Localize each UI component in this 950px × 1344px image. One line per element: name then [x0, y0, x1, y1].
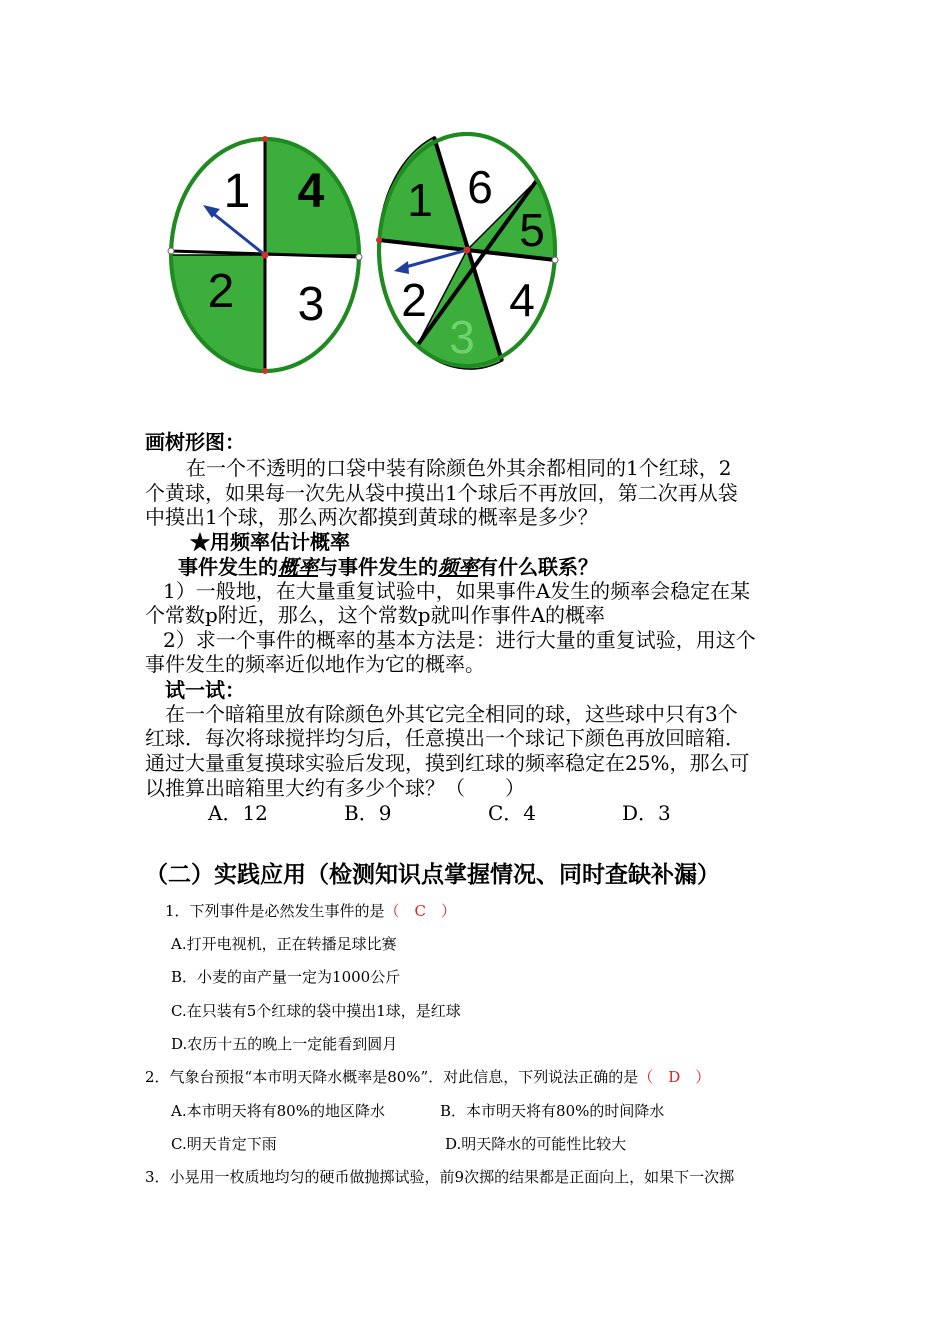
- freq-point2-line2: 事件发生的频率近似地作为它的概率。: [145, 652, 485, 676]
- sector-label-2: 2: [401, 274, 427, 326]
- freq-question-c: 与事件发生的: [318, 555, 438, 579]
- q2-option-a: A.本市明天将有80%的地区降水: [171, 1102, 385, 1120]
- sector-label-6: 6: [467, 161, 493, 213]
- tree-line-2: 个黄球，如果每一次先从袋中摸出1个球后不再放回，第二次再从袋: [145, 481, 738, 505]
- q2-option-b: B．本市明天将有80%的时间降水: [440, 1102, 665, 1120]
- try-option-b: B．9: [344, 801, 392, 825]
- q2-option-d: D.明天降水的可能性比较大: [445, 1135, 627, 1153]
- try-option-d: D．3: [622, 801, 671, 825]
- try-line-1: 在一个暗箱里放有除颜色外其它完全相同的球，这些球中只有3个: [165, 702, 738, 726]
- q2-stem: [145, 1066, 710, 1087]
- tree-line-3: 中摸出1个球，那么两次都摸到黄球的概率是多少？: [145, 505, 598, 529]
- try-option-a: A．12: [208, 801, 268, 825]
- freq-question-probability: 概率: [278, 555, 318, 579]
- q1-stem-text: 1．下列事件是必然发生事件的是: [165, 902, 385, 920]
- sector-label-1: 1: [407, 174, 433, 226]
- freq-point1-line1: 1）一般地，在大量重复试验中，如果事件A发生的频率会稳定在某: [163, 579, 751, 603]
- freq-question-e: 有什么联系？: [478, 555, 598, 579]
- q1-option-a: A.打开电视机，正在转播足球比赛: [171, 935, 397, 953]
- freq-point1-line2: 个常数p附近，那么，这个常数p就叫作事件A的概率: [145, 603, 606, 627]
- sector-label-4: 4: [509, 274, 535, 326]
- q3-stem: 3．小晃用一枚质地均匀的硬币做抛掷试验，前9次掷的结果都是正面向上，如果下一次掷: [145, 1168, 735, 1186]
- try-line-4: 以推算出暗箱里大约有多少个球？（ ）: [145, 776, 525, 800]
- freq-question-a: 事件发生的: [178, 555, 278, 579]
- try-line-2: 红球．每次将球搅拌均匀后，任意摸出一个球记下颜色再放回暗箱．: [145, 726, 745, 750]
- q1-option-c: C.在只装有5个红球的袋中摸出1球，是红球: [171, 1002, 461, 1020]
- sector-label-1: 1: [223, 165, 251, 218]
- tree-heading: 画树形图：: [145, 430, 245, 454]
- q1-answer: （ C ）: [384, 902, 457, 920]
- q1-option-d: D.农历十五的晚上一定能看到圆月: [171, 1035, 398, 1053]
- section-2-heading: （二）实践应用（检测知识点掌握情况、同时查缺补漏）: [145, 861, 720, 888]
- spinner-six-sector: [372, 128, 567, 373]
- q1-option-b: B．小麦的亩产量一定为1000公斤: [171, 968, 401, 986]
- sector-label-3: 3: [449, 311, 475, 363]
- try-line-3: 通过大量重复摸球实验后发现，摸到红球的频率稳定在25%，那么可: [145, 751, 750, 775]
- try-heading: 试一试：: [165, 678, 245, 702]
- q2-stem-text: 2．气象台预报“本市明天降水概率是80%”．对此信息，下列说法正确的是: [145, 1068, 639, 1086]
- try-option-c: C．4: [488, 801, 537, 825]
- freq-heading: ★用频率估计概率: [190, 530, 350, 554]
- freq-point2-line1: 2）求一个事件的概率的基本方法是：进行大量的重复试验，用这个: [163, 628, 756, 652]
- q1-stem: [165, 900, 456, 921]
- sector-label-3: 3: [297, 278, 325, 331]
- sector-label-4: 4: [297, 165, 325, 218]
- q2-option-c: C.明天肯定下雨: [171, 1135, 277, 1153]
- spinner-four-sector: [165, 135, 370, 380]
- sector-label-2: 2: [207, 265, 235, 318]
- freq-question-frequency: 频率: [438, 555, 478, 579]
- sector-label-5: 5: [519, 204, 545, 256]
- tree-line-1: 在一个不透明的口袋中装有除颜色外其余都相同的1个红球，2: [186, 456, 732, 480]
- q2-answer: （ D ）: [638, 1068, 711, 1086]
